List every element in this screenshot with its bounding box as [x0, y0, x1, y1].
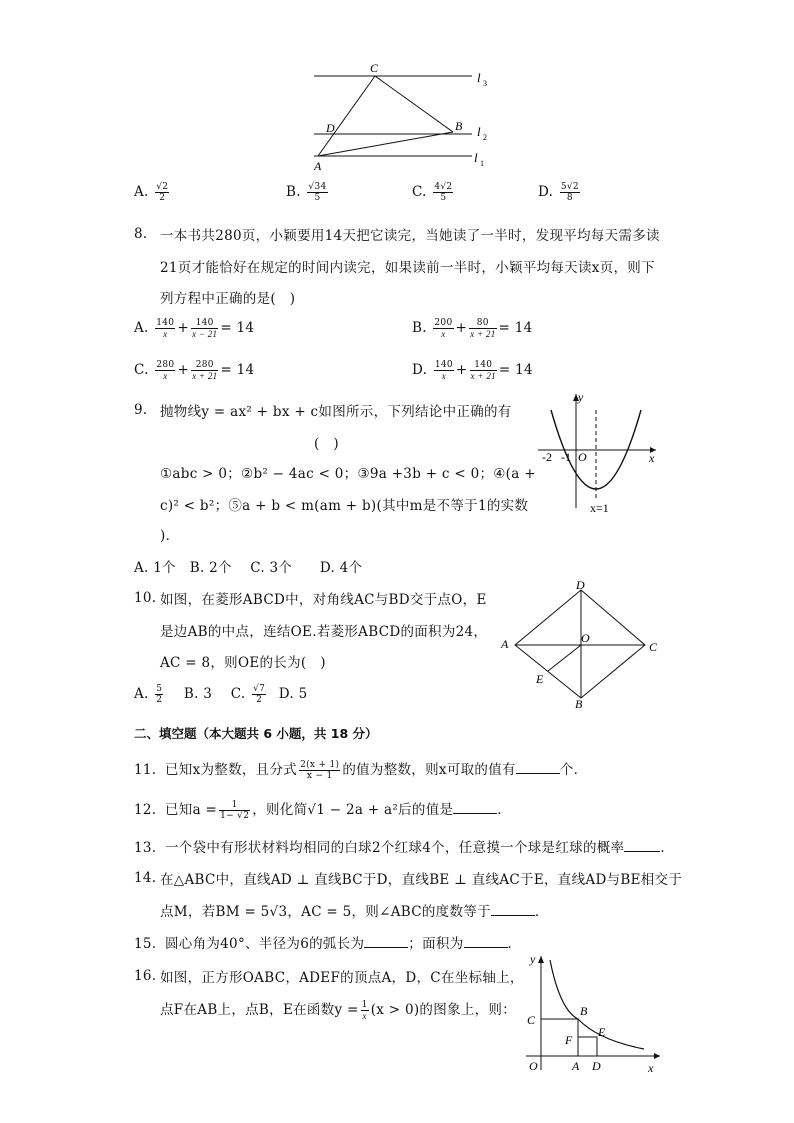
- q14-answer-blank[interactable]: [491, 903, 535, 916]
- parabola-x-label: x: [649, 451, 655, 465]
- q14-number: 14.: [134, 870, 157, 886]
- line-l2-label: l: [477, 124, 481, 139]
- q9-options[interactable]: A. 1个 B. 2个 C. 3个 D. 4个: [134, 560, 363, 576]
- q9-line4: )．: [160, 528, 180, 544]
- parabola-axis-label: x=1: [590, 501, 609, 515]
- q9-paren: ( ): [314, 436, 339, 452]
- line-l1-sub: 1: [480, 159, 484, 168]
- hyperbola-x-label: x: [648, 1061, 654, 1075]
- hyperbola-b-label: B: [580, 1004, 588, 1018]
- point-b-label: B: [455, 119, 463, 133]
- q16-line2: 点F在AB上，点B，E在函数y = $\frac{1}{x}$ (x > 0)的图象上，则：: [160, 1000, 517, 1021]
- parabola-origin-label: O: [578, 450, 587, 464]
- line-l3-sub: 3: [483, 79, 487, 88]
- q10-line3: AC = 8，则OE的长为( ): [160, 655, 326, 671]
- rhombus-b-label: B: [575, 697, 583, 710]
- parabola-y-label: y: [578, 390, 584, 404]
- section-fill-in-title: 二、填空题（本大题共 6 小题，共 18 分）: [134, 726, 378, 741]
- q8-option-c[interactable]: C. $\frac{280}{x}$ + $\frac{280}{x + 21}$ = 14: [134, 360, 255, 381]
- q15-arc-length-blank[interactable]: [364, 935, 408, 948]
- line-l3-label: l: [477, 70, 481, 85]
- q10-line2: 是边AB的中点，连结OE.若菱形ABCD的面积为24，: [160, 624, 488, 640]
- q15: 15. 圆心角为40°、半径为6的弧长为 ；面积为 ．: [134, 936, 522, 952]
- parabola-minus1-label: -1: [561, 450, 571, 464]
- q15-area-blank[interactable]: [464, 935, 508, 948]
- q9-line3: c)² < b²；⑤a + b < m(am + b)(其中m是不等于1的实数: [160, 498, 529, 514]
- figure-parabola: [530, 388, 665, 518]
- rhombus-a-label: A: [501, 637, 509, 651]
- q12-answer-blank[interactable]: [453, 801, 497, 814]
- rhombus-e-label: E: [536, 672, 544, 686]
- parabola-minus2-label: -2: [542, 450, 552, 464]
- q9-line1: 抛物线y = ax² + bx + c如图所示，下列结论中正确的有: [160, 404, 512, 420]
- rhombus-d-label: D: [576, 580, 585, 592]
- hyperbola-o-label: O: [529, 1059, 538, 1073]
- q8-line2: 21页才能恰好在规定的时间内读完，如果读前一半时，小颖平均每天读x页，则下: [160, 260, 655, 276]
- q14-line2: 点M，若BM = 5√3，AC = 5，则∠ABC的度数等于 ．: [160, 904, 549, 920]
- q7-option-c[interactable]: C. $\frac{4√2}{5}$: [412, 182, 453, 203]
- figure-hyperbola: [518, 950, 668, 1076]
- q9-line2: ①abc > 0；②b² − 4ac < 0；③9a +3b + c < 0；④(a +: [160, 466, 536, 482]
- q8-line1: 一本书共280页，小颖要用14天把它读完，当她读了一半时，发现平均每天需多读: [160, 228, 660, 244]
- q13-answer-blank[interactable]: [624, 839, 660, 852]
- q14-line1: 在△ABC中，直线AD ⊥ 直线BC于D，直线BE ⊥ 直线AC于E，直线AD与BE相交于: [160, 872, 683, 888]
- q11: 11. 已知x为整数，且分式 $\frac{2(x + 1)}{x - 1}$ 的值为整数，则x可取的值有 个．: [134, 760, 588, 781]
- line-l2-sub: 2: [483, 133, 487, 142]
- q9-number: 9.: [134, 402, 148, 418]
- q8-line3: 列方程中正确的是( ): [160, 291, 296, 307]
- q8-option-b[interactable]: B. $\frac{200}{x}$ + $\frac{80}{x + 21}$ = 14: [412, 318, 533, 339]
- q16-line1: 如图，正方形OABC，ADEF的顶点A，D，C在坐标轴上，: [160, 970, 524, 986]
- hyperbola-d-label: D: [592, 1059, 601, 1073]
- q7-option-d[interactable]: D. $\frac{5√2}{8}$: [538, 182, 579, 203]
- point-d-label: D: [326, 121, 335, 135]
- hyperbola-a-label: A: [572, 1059, 580, 1073]
- rhombus-c-label: C: [649, 640, 658, 654]
- point-a-label: A: [314, 159, 322, 173]
- hyperbola-f-label: F: [565, 1033, 573, 1047]
- q8-option-d[interactable]: D. $\frac{140}{x}$ + $\frac{140}{x + 21}$ = 14: [412, 360, 533, 381]
- q10-options[interactable]: A. $\frac{5}{2}$ B. 3 C. $\frac{√7}{2}$ D. 5: [134, 684, 308, 705]
- rhombus-o-label: O: [581, 631, 590, 645]
- q8-number: 8.: [134, 226, 148, 242]
- hyperbola-e-label: E: [598, 1025, 606, 1039]
- figure-parallel-lines: [300, 58, 500, 178]
- hyperbola-c-label: C: [527, 1013, 536, 1027]
- q11-answer-blank[interactable]: [516, 761, 560, 774]
- figure-rhombus: [498, 580, 668, 710]
- q10-line1: 如图，在菱形ABCD中，对角线AC与BD交于点O，E: [160, 592, 487, 608]
- q7-option-b[interactable]: B. $\frac{√34}{5}$: [286, 182, 327, 203]
- hyperbola-y-label: y: [530, 952, 536, 966]
- line-l1-label: l: [474, 150, 478, 165]
- q8-option-a[interactable]: A. $\frac{140}{x}$ + $\frac{140}{x - 21}$ = 14: [134, 318, 255, 339]
- q7-option-a[interactable]: A. $\frac{√2}{2}$: [134, 182, 169, 203]
- q10-number: 10.: [134, 590, 157, 606]
- q13: 13. 一个袋中有形状材料均相同的白球2个红球4个，任意摸一个球是红球的概率 ．: [134, 840, 675, 856]
- point-c-label: C: [370, 61, 379, 75]
- q16-number: 16.: [134, 968, 157, 984]
- q12: 12. 已知a = $\frac{1}{1- √2}$ ，则化简√1 − 2a + a²后的值是 ．: [134, 800, 512, 821]
